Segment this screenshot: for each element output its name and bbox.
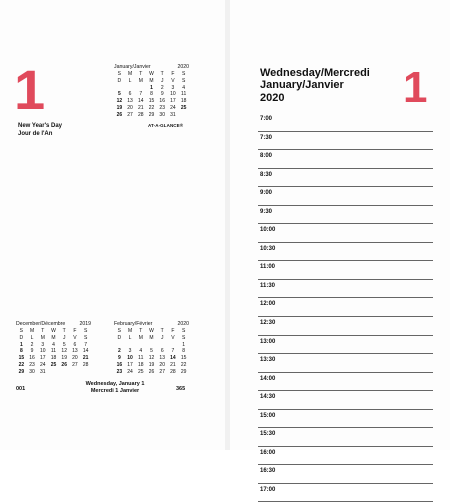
calendar-day: 15 bbox=[18, 355, 25, 362]
calendar-day: 11 bbox=[181, 91, 187, 98]
calendar-day: 3 bbox=[128, 348, 132, 355]
weekday-header: M bbox=[127, 328, 133, 334]
weekday-header-fr: S bbox=[181, 334, 186, 341]
weekday-header-fr: M bbox=[138, 334, 143, 341]
time-label: 11:00 bbox=[260, 264, 276, 271]
holiday-fr: Jour de l'An bbox=[18, 130, 53, 137]
mini-calendar-year: 2020 bbox=[177, 64, 189, 70]
weekday-header-fr: L bbox=[128, 334, 132, 341]
calendar-day: 7 bbox=[139, 91, 143, 98]
time-label: 17:00 bbox=[260, 486, 276, 493]
weekday-header: F bbox=[171, 71, 175, 77]
calendar-day: 1 bbox=[150, 84, 153, 91]
calendar-day: 29 bbox=[180, 368, 187, 375]
weekday-header: S bbox=[83, 328, 88, 334]
time-label: 7:30 bbox=[260, 134, 273, 141]
calendar-day: 4 bbox=[182, 84, 186, 91]
calendar-day: 19 bbox=[116, 104, 123, 111]
calendar-day: 28 bbox=[138, 111, 144, 118]
time-slot bbox=[258, 465, 433, 484]
calendar-day: 19 bbox=[61, 355, 67, 362]
time-label: 10:00 bbox=[260, 227, 276, 234]
calendar-day: 26 bbox=[61, 361, 67, 368]
time-slot bbox=[258, 298, 433, 317]
calendar-day: 18 bbox=[138, 361, 144, 368]
holiday-text bbox=[18, 123, 62, 138]
calendar-day: 13 bbox=[127, 98, 133, 105]
mini-calendar-year: 2020 bbox=[177, 321, 189, 327]
weekday-header-fr: V bbox=[171, 334, 175, 341]
weekday-header: S bbox=[19, 328, 24, 334]
empty-day-cell bbox=[125, 342, 136, 348]
calendar-day: 21 bbox=[138, 104, 144, 111]
empty-day-cell bbox=[146, 342, 157, 348]
weekday-header: M bbox=[127, 71, 133, 77]
weekday-header: T bbox=[139, 71, 143, 77]
mini-calendar-title: February/Février bbox=[114, 321, 153, 327]
calendar-day: 3 bbox=[41, 341, 45, 348]
left-day-number: 1 bbox=[14, 58, 46, 121]
time-slot bbox=[258, 336, 433, 355]
calendar-day: 22 bbox=[148, 104, 155, 111]
time-schedule bbox=[258, 113, 433, 502]
time-label: 13:00 bbox=[260, 338, 276, 345]
time-slot bbox=[258, 354, 433, 373]
calendar-day: 20 bbox=[72, 355, 78, 362]
calendar-day: 24 bbox=[170, 104, 176, 111]
weekday-header-fr: V bbox=[73, 334, 77, 341]
calendar-day: 12 bbox=[148, 355, 155, 362]
weekday-header: S bbox=[181, 328, 186, 334]
footer-date-en: Wednesday, January 1 bbox=[85, 381, 145, 387]
calendar-day: 20 bbox=[159, 361, 165, 368]
weekday-header-fr: M bbox=[51, 334, 56, 341]
empty-day-cell bbox=[168, 342, 179, 348]
calendar-day: 28 bbox=[170, 368, 176, 375]
calendar-day: 23 bbox=[159, 104, 165, 111]
calendar-day: 27 bbox=[127, 111, 133, 118]
weekday-header-fr: D bbox=[117, 334, 122, 341]
weekday-header: F bbox=[73, 328, 77, 334]
time-slot bbox=[258, 410, 433, 429]
mini-calendar-january bbox=[114, 64, 189, 118]
time-label: 11:30 bbox=[260, 282, 276, 289]
time-slot bbox=[258, 373, 433, 392]
calendar-day: 7 bbox=[84, 341, 88, 348]
calendar-day: 29 bbox=[18, 368, 25, 375]
weekday-header: T bbox=[160, 71, 164, 77]
weekday-header-fr: L bbox=[30, 334, 34, 341]
calendar-day: 5 bbox=[62, 341, 66, 348]
calendar-day: 29 bbox=[148, 111, 155, 118]
time-slot bbox=[258, 132, 433, 151]
weekday-header: T bbox=[41, 328, 45, 334]
calendar-day: 18 bbox=[180, 98, 187, 105]
calendar-day: 16 bbox=[159, 98, 165, 105]
calendar-day: 20 bbox=[127, 104, 133, 111]
weekday-header-fr: J bbox=[62, 334, 66, 341]
calendar-day: 31 bbox=[40, 368, 46, 375]
calendar-day: 16 bbox=[116, 361, 123, 368]
mini-calendar-title: December/Décembre bbox=[16, 321, 66, 327]
empty-day-cell bbox=[157, 342, 168, 348]
calendar-day: 21 bbox=[170, 361, 176, 368]
calendar-day: 26 bbox=[148, 368, 155, 375]
calendar-day: 2 bbox=[160, 84, 164, 91]
footer-date bbox=[50, 381, 180, 395]
calendar-day: 23 bbox=[29, 361, 35, 368]
calendar-day: 12 bbox=[116, 98, 123, 105]
empty-day-cell bbox=[135, 342, 146, 348]
calendar-day: 18 bbox=[50, 355, 57, 362]
calendar-day: 26 bbox=[116, 111, 123, 118]
calendar-day: 28 bbox=[82, 361, 89, 368]
calendar-day: 13 bbox=[159, 355, 165, 362]
calendar-day: 21 bbox=[82, 355, 89, 362]
time-label: 16:30 bbox=[260, 468, 276, 475]
weekday-header: T bbox=[160, 328, 164, 334]
mini-calendar-february bbox=[114, 321, 189, 375]
calendar-day: 9 bbox=[160, 91, 164, 98]
weekday-header-fr: S bbox=[181, 77, 186, 84]
weekday-header: M bbox=[29, 328, 35, 334]
calendar-day: 9 bbox=[117, 355, 121, 362]
calendar-day: 23 bbox=[116, 368, 123, 375]
weekday-header-fr: M bbox=[138, 77, 143, 84]
calendar-day: 12 bbox=[61, 348, 67, 355]
time-slot bbox=[258, 243, 433, 262]
time-slot bbox=[258, 391, 433, 410]
calendar-day: 22 bbox=[180, 361, 187, 368]
calendar-day: 8 bbox=[182, 348, 186, 355]
calendar-day: 3 bbox=[171, 84, 175, 91]
calendar-day: 16 bbox=[29, 355, 35, 362]
time-label: 14:30 bbox=[260, 394, 276, 401]
weekday-header: W bbox=[149, 328, 154, 334]
weekday-header: S bbox=[181, 71, 186, 77]
calendar-day: 5 bbox=[150, 348, 153, 355]
weekday-label: Wednesday/Mercredi bbox=[260, 67, 370, 79]
calendar-day: 27 bbox=[159, 368, 165, 375]
empty-day-cell bbox=[135, 85, 146, 91]
empty-day-cell bbox=[125, 85, 136, 91]
calendar-day: 2 bbox=[30, 341, 34, 348]
calendar-day: 13 bbox=[72, 348, 78, 355]
weekday-header-fr: M bbox=[40, 334, 45, 341]
time-label: 15:30 bbox=[260, 431, 276, 438]
calendar-day: 25 bbox=[138, 368, 144, 375]
calendar-day: 30 bbox=[159, 111, 165, 118]
time-slot bbox=[258, 150, 433, 169]
calendar-day: 10 bbox=[40, 348, 46, 355]
calendar-day: 9 bbox=[30, 348, 34, 355]
time-slot bbox=[258, 317, 433, 336]
time-label: 12:30 bbox=[260, 320, 276, 327]
calendar-day: 8 bbox=[150, 91, 153, 98]
calendar-day: 4 bbox=[52, 341, 55, 348]
calendar-day: 14 bbox=[138, 98, 144, 105]
calendar-day: 2 bbox=[117, 348, 121, 355]
weekday-header-fr: D bbox=[19, 334, 24, 341]
month-label: January/Janvier bbox=[260, 79, 344, 92]
weekday-header-fr: V bbox=[171, 77, 175, 84]
calendar-day: 4 bbox=[139, 348, 143, 355]
weekday-header: W bbox=[51, 328, 56, 334]
time-label: 9:30 bbox=[260, 208, 273, 215]
weekday-header: T bbox=[62, 328, 66, 334]
calendar-day: 5 bbox=[117, 91, 121, 98]
time-label: 15:00 bbox=[260, 412, 276, 419]
empty-day-cell bbox=[114, 85, 125, 91]
weekday-header-fr: M bbox=[149, 334, 154, 341]
time-slot bbox=[258, 280, 433, 299]
calendar-day: 14 bbox=[82, 348, 89, 355]
mini-calendar-december bbox=[16, 321, 91, 375]
calendar-day: 8 bbox=[19, 348, 23, 355]
time-label: 7:00 bbox=[260, 116, 273, 122]
time-label: 8:00 bbox=[260, 153, 273, 160]
calendar-day: 22 bbox=[18, 361, 25, 368]
time-label: 12:00 bbox=[260, 301, 276, 308]
time-label: 16:00 bbox=[260, 449, 276, 456]
weekday-header-fr: S bbox=[83, 334, 88, 341]
weekday-header-fr: L bbox=[128, 77, 132, 84]
time-slot bbox=[258, 206, 433, 225]
empty-day-cell bbox=[114, 342, 125, 348]
right-day-number: 1 bbox=[403, 63, 428, 112]
calendar-day: 6 bbox=[128, 91, 132, 98]
weekday-header-fr: J bbox=[160, 77, 164, 84]
mini-calendar-year: 2019 bbox=[79, 321, 91, 327]
calendar-day: 10 bbox=[170, 91, 176, 98]
time-label: 10:30 bbox=[260, 245, 276, 252]
time-slot bbox=[258, 113, 433, 132]
weekday-header: F bbox=[171, 328, 175, 334]
year-label: 2020 bbox=[260, 91, 285, 104]
calendar-day: 1 bbox=[19, 341, 23, 348]
time-label: 13:30 bbox=[260, 357, 276, 364]
calendar-day: 15 bbox=[148, 98, 155, 105]
weekday-header: S bbox=[117, 71, 122, 77]
calendar-day: 14 bbox=[170, 355, 176, 362]
holiday-en: New Year's Day bbox=[18, 123, 63, 129]
calendar-day: 25 bbox=[50, 361, 57, 368]
footer-date-fr: Mercredi 1 Janvier bbox=[90, 388, 140, 395]
right-header bbox=[260, 67, 370, 104]
calendar-day: 10 bbox=[127, 355, 133, 362]
calendar-day: 24 bbox=[40, 361, 46, 368]
time-slot bbox=[258, 484, 433, 502]
calendar-day: 6 bbox=[160, 348, 164, 355]
weekday-header-fr: J bbox=[160, 334, 164, 341]
calendar-day: 15 bbox=[180, 355, 187, 362]
time-slot bbox=[258, 187, 433, 206]
calendar-day: 1 bbox=[182, 341, 186, 348]
time-slot bbox=[258, 261, 433, 280]
time-slot bbox=[258, 428, 433, 447]
weekday-header: W bbox=[149, 71, 154, 77]
calendar-day: 25 bbox=[180, 104, 187, 111]
time-label: 14:00 bbox=[260, 375, 276, 382]
calendar-day: 31 bbox=[170, 111, 176, 118]
weekday-header-fr: D bbox=[117, 77, 122, 84]
calendar-day: 27 bbox=[72, 361, 78, 368]
calendar-day: 11 bbox=[138, 355, 144, 362]
weekday-header: T bbox=[139, 328, 143, 334]
calendar-day: 6 bbox=[73, 341, 77, 348]
time-slot bbox=[258, 169, 433, 188]
day-of-year: 001 bbox=[16, 386, 26, 392]
calendar-day: 17 bbox=[40, 355, 46, 362]
days-total: 365 bbox=[176, 386, 186, 392]
time-slot bbox=[258, 224, 433, 243]
calendar-day: 19 bbox=[148, 361, 155, 368]
mini-calendar-title: January/Janvier bbox=[114, 64, 151, 70]
calendar-day: 24 bbox=[127, 368, 133, 375]
weekday-header: S bbox=[117, 328, 122, 334]
weekday-header-fr: M bbox=[149, 77, 154, 84]
calendar-day: 17 bbox=[127, 361, 133, 368]
calendar-day: 11 bbox=[50, 348, 57, 355]
time-label: 8:30 bbox=[260, 171, 273, 178]
calendar-day: 17 bbox=[170, 98, 176, 105]
calendar-day: 7 bbox=[171, 348, 175, 355]
calendar-day: 30 bbox=[29, 368, 35, 375]
brand-logo: AT-A-GLANCE® bbox=[148, 123, 184, 128]
time-label: 9:00 bbox=[260, 190, 273, 197]
